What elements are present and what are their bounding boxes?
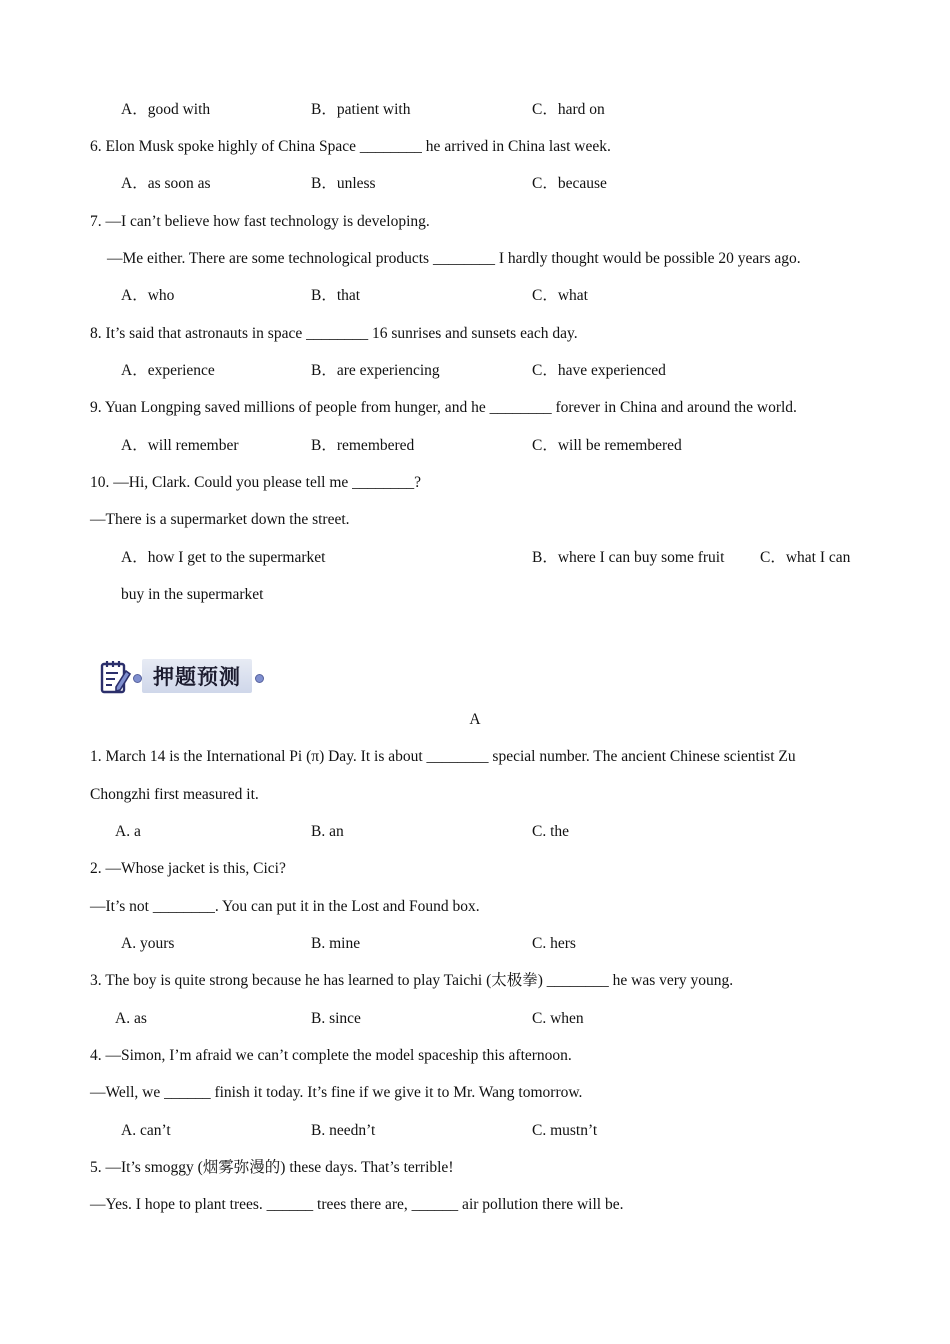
p2-q3-option-b: B. since — [311, 1010, 361, 1027]
q6-option-a: A．as soon as — [121, 175, 211, 192]
q8-stem: 8. It’s said that astronauts in space ________ 16 sunrises and sunsets each day. — [90, 325, 578, 342]
q10-stem: 10. —Hi, Clark. Could you please tell me ________? — [90, 474, 422, 491]
q8-option-c: C．have experienced — [532, 362, 666, 379]
p2-q4-option-a: A. can’t — [121, 1122, 171, 1139]
q9-stem: 9. Yuan Longping saved millions of people from hunger, and he ________ forever in China and around the world. — [90, 399, 797, 416]
section-label: A — [469, 711, 481, 728]
q10-option-a: A．how I get to the supermarket — [121, 549, 326, 566]
q9-option-c: C．will be remembered — [532, 437, 682, 454]
p2-q2-option-a: A. yours — [121, 935, 175, 952]
p2-q5-reply: —Yes. I hope to plant trees. ______ trees there are, ______ air pollution there will be. — [90, 1196, 624, 1213]
p2-q1-option-b: B. an — [311, 823, 344, 840]
q5-option-c: C．hard on — [532, 101, 605, 118]
p2-q1-option-a: A. a — [115, 823, 141, 840]
q6-option-b: B．unless — [311, 175, 376, 192]
q7-stem: 7. —I can’t believe how fast technology is developing. — [90, 213, 430, 230]
p2-q4-stem: 4. —Simon, I’m afraid we can’t complete the model spaceship this afternoon. — [90, 1047, 572, 1064]
banner-dot-right — [255, 674, 264, 683]
q6-option-c: C．because — [532, 175, 607, 192]
q10-option-c-continued: buy in the supermarket — [121, 586, 264, 603]
q10-option-c: C．what I can — [760, 549, 851, 566]
p2-q2-reply: —It’s not ________. You can put it in the Lost and Found box. — [90, 898, 480, 915]
p2-q3-option-c: C. when — [532, 1010, 584, 1027]
banner-dot-left — [133, 674, 142, 683]
p2-q3-option-a: A. as — [115, 1010, 147, 1027]
banner-title: 押题预测 — [142, 659, 252, 693]
p2-q5-stem: 5. —It’s smoggy (烟雾弥漫的) these days. That’s terrible! — [90, 1159, 454, 1176]
notepad-pencil-icon — [100, 659, 132, 695]
p2-q4-reply: —Well, we ______ finish it today. It’s fine if we give it to Mr. Wang tomorrow. — [90, 1084, 583, 1101]
q7-option-b: B．that — [311, 287, 361, 304]
p2-q1-stem: 1. March 14 is the International Pi (π) Day. It is about ________ special number. The ancient Chinese scientist Zu — [90, 748, 796, 765]
p2-q2-option-c: C. hers — [532, 935, 576, 952]
p2-q1-option-c: C. the — [532, 823, 570, 840]
q8-option-b: B．are experiencing — [311, 362, 440, 379]
q8-option-a: A．experience — [121, 362, 215, 379]
q7-reply: —Me either. There are some technological products ________ I hardly thought would be possible 20 years ago. — [107, 250, 801, 267]
q6-stem: 6. Elon Musk spoke highly of China Space ________ he arrived in China last week. — [90, 138, 611, 155]
p2-q2-option-b: B. mine — [311, 935, 361, 952]
p2-q3-stem: 3. The boy is quite strong because he has learned to play Taichi (太极拳) ________ he was very young. — [90, 972, 734, 989]
q10-option-b: B．where I can buy some fruit — [532, 549, 725, 566]
q5-option-a: A．good with — [121, 101, 211, 118]
q10-reply: —There is a supermarket down the street. — [90, 511, 350, 528]
p2-q2-stem: 2. —Whose jacket is this, Cici? — [90, 860, 286, 877]
q7-option-a: A．who — [121, 287, 175, 304]
p2-q4-option-b: B. needn’t — [311, 1122, 376, 1139]
prediction-banner — [100, 657, 265, 697]
p2-q1-stem-continued: Chongzhi first measured it. — [90, 786, 259, 803]
p2-q4-option-c: C. mustn’t — [532, 1122, 598, 1139]
q9-option-a: A．will remember — [121, 437, 239, 454]
q9-option-b: B．remembered — [311, 437, 415, 454]
q5-option-b: B．patient with — [311, 101, 411, 118]
q7-option-c: C．what — [532, 287, 588, 304]
